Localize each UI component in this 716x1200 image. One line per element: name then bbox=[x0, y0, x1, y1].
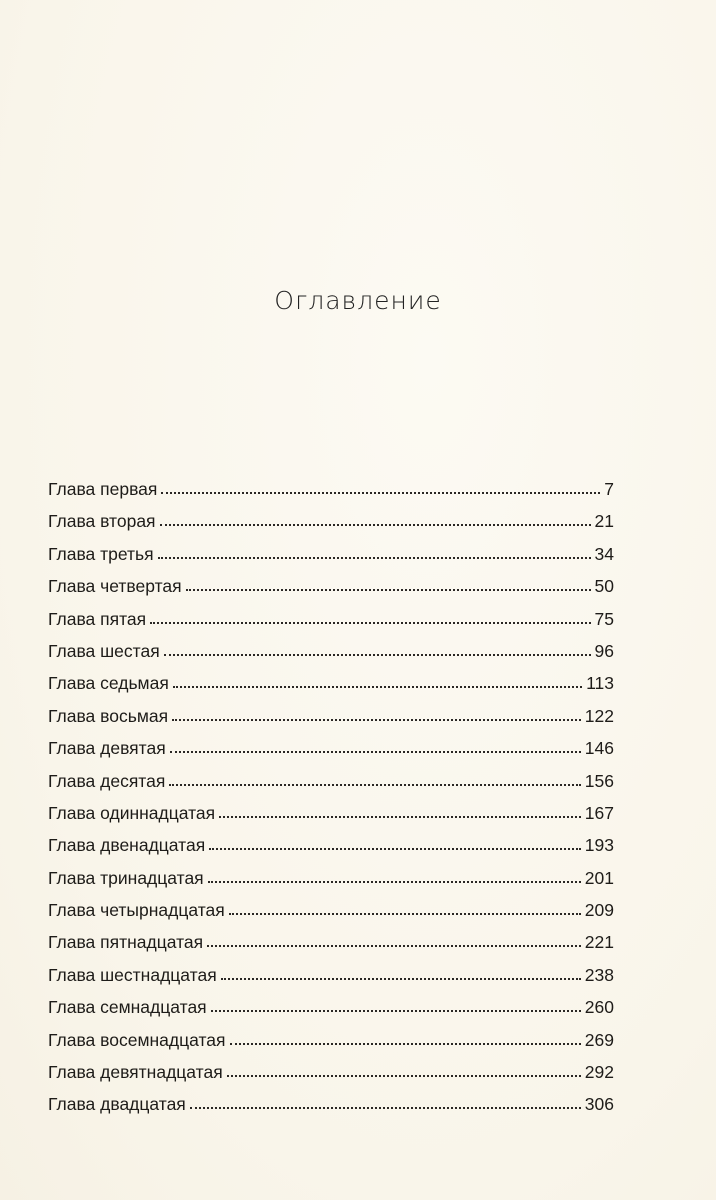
toc-entry-page-number: 50 bbox=[594, 576, 614, 597]
dot-leader bbox=[150, 622, 590, 624]
toc-entry-title: Глава двенадцатая bbox=[48, 835, 206, 856]
toc-entry bbox=[48, 609, 614, 641]
toc-entry-page-number: 113 bbox=[586, 673, 614, 694]
dot-leader bbox=[227, 1075, 581, 1077]
toc-entry-page-number: 238 bbox=[584, 964, 614, 985]
toc-entry bbox=[48, 1094, 614, 1126]
toc-entry-page-number: 201 bbox=[584, 867, 614, 888]
toc-entry-title: Глава восьмая bbox=[48, 705, 169, 726]
dot-leader bbox=[209, 848, 581, 850]
toc-entry-page-number: 122 bbox=[584, 705, 614, 726]
toc-entry bbox=[48, 835, 614, 867]
toc-entry-title: Глава пятнадцатая bbox=[48, 932, 204, 953]
table-of-contents bbox=[48, 479, 614, 1127]
toc-entry bbox=[48, 900, 614, 932]
dot-leader bbox=[172, 719, 581, 721]
toc-entry bbox=[48, 738, 614, 770]
toc-entry-title: Глава вторая bbox=[48, 511, 156, 532]
dot-leader bbox=[208, 881, 581, 883]
dot-leader bbox=[173, 686, 582, 688]
toc-entry bbox=[48, 544, 614, 576]
toc-entry-title: Глава шестая bbox=[48, 640, 160, 661]
dot-leader bbox=[230, 1043, 581, 1045]
toc-entry bbox=[48, 771, 614, 803]
dot-leader bbox=[164, 654, 591, 656]
toc-entry-title: Глава третья bbox=[48, 543, 154, 564]
toc-entry-title: Глава седьмая bbox=[48, 673, 169, 694]
toc-entry bbox=[48, 706, 614, 738]
dot-leader bbox=[158, 557, 591, 559]
toc-entry-page-number: 221 bbox=[584, 932, 614, 953]
toc-entry bbox=[48, 997, 614, 1029]
toc-entry bbox=[48, 673, 614, 705]
toc-entry bbox=[48, 511, 614, 543]
toc-entry-page-number: 21 bbox=[594, 511, 614, 532]
dot-leader bbox=[161, 492, 600, 494]
dot-leader bbox=[170, 751, 581, 753]
toc-entry-page-number: 146 bbox=[584, 738, 614, 759]
dot-leader bbox=[186, 589, 591, 591]
toc-entry bbox=[48, 1062, 614, 1094]
toc-entry-page-number: 75 bbox=[594, 608, 614, 629]
toc-entry-page-number: 34 bbox=[594, 543, 614, 564]
toc-entry-page-number: 269 bbox=[584, 1029, 614, 1050]
toc-entry-title: Глава девятнадцатая bbox=[48, 1062, 223, 1083]
dot-leader bbox=[229, 913, 581, 915]
toc-entry bbox=[48, 576, 614, 608]
toc-entry-title: Глава шестнадцатая bbox=[48, 964, 217, 985]
toc-entry bbox=[48, 932, 614, 964]
toc-entry-page-number: 156 bbox=[584, 770, 614, 791]
dot-leader bbox=[211, 1010, 581, 1012]
toc-entry bbox=[48, 965, 614, 997]
toc-entry-page-number: 167 bbox=[584, 802, 614, 823]
toc-entry-page-number: 260 bbox=[584, 997, 614, 1018]
dot-leader bbox=[169, 784, 580, 786]
toc-entry-page-number: 96 bbox=[594, 640, 614, 661]
toc-entry-page-number: 306 bbox=[584, 1094, 614, 1115]
dot-leader bbox=[190, 1107, 581, 1109]
toc-entry-title: Глава первая bbox=[48, 479, 158, 499]
toc-entry bbox=[48, 868, 614, 900]
toc-entry bbox=[48, 1030, 614, 1062]
toc-entry bbox=[48, 641, 614, 673]
toc-entry-title: Глава девятая bbox=[48, 738, 166, 759]
toc-entry-title: Глава семнадцатая bbox=[48, 997, 207, 1018]
toc-entry-page-number: 292 bbox=[584, 1062, 614, 1083]
toc-entry-title: Глава десятая bbox=[48, 770, 166, 791]
toc-entry-title: Глава тринадцатая bbox=[48, 867, 204, 888]
page-title: Оглавление bbox=[274, 286, 442, 315]
toc-entry-title: Глава одиннадцатая bbox=[48, 802, 216, 823]
dot-leader bbox=[160, 524, 591, 526]
toc-entry-page-number: 193 bbox=[584, 835, 614, 856]
toc-entry-title: Глава четырнадцатая bbox=[48, 900, 225, 921]
toc-entry-page-number: 7 bbox=[604, 479, 614, 499]
dot-leader bbox=[207, 945, 581, 947]
dot-leader bbox=[221, 978, 581, 980]
toc-entry-page-number: 209 bbox=[584, 900, 614, 921]
toc-entry-title: Глава восемнадцатая bbox=[48, 1029, 226, 1050]
toc-entry-title: Глава двадцатая bbox=[48, 1094, 186, 1115]
toc-entry-title: Глава пятая bbox=[48, 608, 147, 629]
dot-leader bbox=[219, 816, 581, 818]
toc-entry bbox=[48, 803, 614, 835]
toc-entry bbox=[48, 479, 614, 511]
toc-entry-title: Глава четвертая bbox=[48, 576, 182, 597]
